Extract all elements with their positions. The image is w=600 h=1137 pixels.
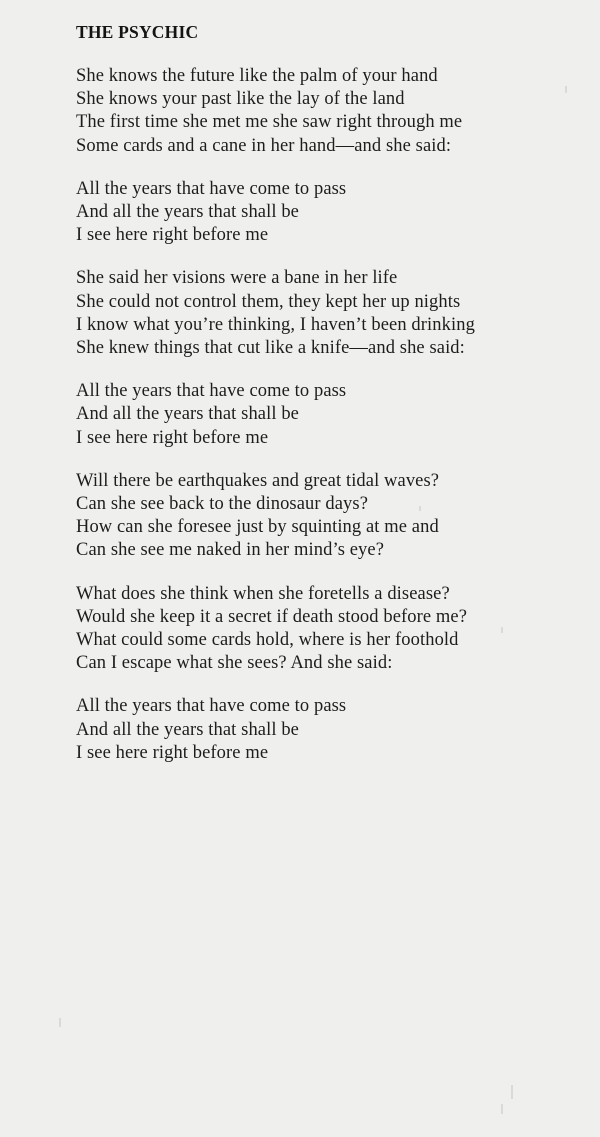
scan-speckle	[59, 1018, 61, 1027]
poem-line: All the years that have come to pass	[76, 178, 347, 199]
stanza	[76, 380, 560, 450]
poem-line: Will there be earthquakes and great tidal waves?	[76, 470, 440, 491]
poem-line: She knows the future like the palm of your hand	[76, 66, 438, 86]
poem-line: Can she see me naked in her mind’s eye?	[76, 540, 385, 561]
poem-line: Some cards and a cane in her hand—and she said:	[76, 135, 452, 156]
stanza	[76, 583, 560, 676]
poem-line: And all the years that shall be	[76, 719, 299, 740]
poem-line: She knew things that cut like a knife—and she said:	[76, 338, 465, 359]
poem-line: Can I escape what she sees? And she said:	[76, 653, 393, 674]
poem-line: Can she see back to the dinosaur days?	[76, 494, 369, 515]
poem-line: What does she think when she foretells a disease?	[76, 583, 450, 604]
page-title: THE PSYCHIC	[76, 22, 199, 42]
poem-line: Would she keep it a secret if death stood before me?	[76, 606, 468, 627]
poem-line: And all the years that shall be	[76, 404, 299, 425]
poem-body	[76, 65, 560, 765]
poem-line: And all the years that shall be	[76, 202, 299, 223]
scan-speckle	[419, 506, 421, 511]
poem-line: I know what you’re thinking, I haven’t been drinking	[76, 314, 475, 335]
scan-speckle	[565, 86, 567, 93]
poem-line: I see here right before me	[76, 427, 269, 448]
scan-speckle	[501, 627, 503, 633]
poem-line: I see here right before me	[76, 742, 269, 763]
scan-speckle	[511, 1085, 513, 1099]
stanza	[76, 267, 560, 360]
poem-line: She could not control them, they kept her up nights	[76, 291, 461, 312]
poem-line: She knows your past like the lay of the land	[76, 89, 405, 110]
poem-line: She said her visions were a bane in her life	[76, 268, 398, 289]
scan-speckle	[501, 1104, 503, 1114]
poem-line: The first time she met me she saw right through me	[76, 112, 463, 133]
poem-line: All the years that have come to pass	[76, 381, 347, 402]
stanza	[76, 470, 560, 563]
poem-line: I see here right before me	[76, 225, 269, 246]
stanza	[76, 65, 560, 158]
poem-line: What could some cards hold, where is her foothold	[76, 630, 459, 651]
stanza	[76, 695, 560, 765]
poem-line: How can she foresee just by squinting at me and	[76, 517, 439, 538]
stanza	[76, 178, 560, 248]
poem-line: All the years that have come to pass	[76, 696, 347, 717]
